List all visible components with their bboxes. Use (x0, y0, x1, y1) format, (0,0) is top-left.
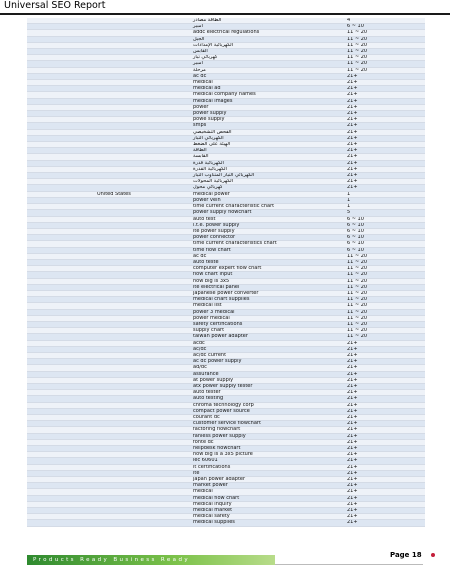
keyword-cell: كهربائي تيار (192, 55, 346, 61)
rank-cell: 21+ (346, 377, 425, 383)
keyword-cell: i.t.e. power supply (192, 222, 346, 228)
rank-cell: 21+ (346, 340, 425, 346)
keyword-cell: chroma technology corp (192, 402, 346, 408)
rank-cell: 21+ (346, 427, 425, 433)
keyword-cell: market power (192, 483, 346, 489)
rank-cell: 21+ (346, 111, 425, 117)
keyword-cell: auto tester (192, 390, 346, 396)
rank-cell: 21+ (346, 86, 425, 92)
keyword-cell: time flow chart (192, 247, 346, 253)
rank-cell: 21+ (346, 421, 425, 427)
rank-cell: 11 ~ 20 (346, 266, 425, 272)
rank-cell: 11 ~ 20 (346, 42, 425, 48)
rank-cell: 21+ (346, 501, 425, 507)
rank-cell: 21+ (346, 396, 425, 402)
keyword-cell: auto teste (192, 259, 346, 265)
rank-cell: 11 ~ 20 (346, 253, 425, 259)
rank-cell: 11 ~ 20 (346, 290, 425, 296)
keyword-cell: power supply flowchart (192, 210, 346, 216)
rank-cell: 6 ~ 10 (346, 247, 425, 253)
keyword-cell: medical list (192, 303, 346, 309)
keyword-cell: medical safety (192, 514, 346, 520)
keyword-cell: japan power adapter (192, 477, 346, 483)
keyword-cell: how big is a 3x5 picture (192, 452, 346, 458)
keyword-cell: الطاقة (192, 148, 346, 154)
keyword-cell: how big is 3x5 (192, 278, 346, 284)
rank-cell: 21+ (346, 123, 425, 129)
keyword-cell: assurance (192, 371, 346, 377)
rank-cell: 21+ (346, 402, 425, 408)
rank-cell: 21+ (346, 439, 425, 445)
rank-cell: 21+ (346, 154, 425, 160)
rank-cell: 21+ (346, 98, 425, 104)
rank-cell: 21+ (346, 142, 425, 148)
keyword-cell: ac dc (192, 73, 346, 79)
header-rule (0, 13, 450, 15)
keyword-cell: supply chart (192, 328, 346, 334)
rank-cell: 6 ~ 10 (346, 222, 425, 228)
rank-cell: 21+ (346, 514, 425, 520)
rank-cell: 21+ (346, 352, 425, 358)
keyword-cell: أمبير (192, 61, 346, 67)
keyword-cell: power connector (192, 235, 346, 241)
rank-cell: 6 ~ 10 (346, 228, 425, 234)
rank-cell: 11 ~ 20 (346, 36, 425, 42)
keyword-cell: الفحص التشخيصي (192, 129, 346, 135)
country-cell (27, 520, 192, 526)
rank-cell: 1 (346, 191, 425, 197)
keyword-cell: helpdesk flowchart (192, 446, 346, 452)
keyword-cell: taiwan power adapter (192, 334, 346, 340)
keyword-cell: ite power supply (192, 228, 346, 234)
keyword-cell: الكهربائية القدرة (192, 166, 346, 172)
rank-cell: 11 ~ 20 (346, 67, 425, 73)
keyword-cell: fonte dc (192, 439, 346, 445)
rank-cell: 21+ (346, 483, 425, 489)
keyword-ranking-table (27, 18, 423, 527)
keyword-cell: time current characteristics chart (192, 241, 346, 247)
keyword-cell: flow chart input (192, 272, 346, 278)
rank-cell: 11 ~ 20 (346, 297, 425, 303)
keyword-cell: ac dc (192, 253, 346, 259)
keyword-cell: medical (192, 489, 346, 495)
page-dot-icon (431, 553, 435, 557)
keyword-cell: iec 60601 (192, 458, 346, 464)
keyword-cell: الجيل (192, 36, 346, 42)
rank-cell: 21+ (346, 477, 425, 483)
rank-cell: 6 ~ 10 (346, 216, 425, 222)
rank-cell: 11 ~ 20 (346, 321, 425, 327)
keyword-cell: الكهربائية المحولات (192, 179, 346, 185)
keyword-cell: medical chart supplies (192, 297, 346, 303)
rank-cell: 21+ (346, 173, 425, 179)
rank-cell: 21+ (346, 470, 425, 476)
rank-cell: 21+ (346, 346, 425, 352)
rank-cell: 11 ~ 20 (346, 328, 425, 334)
rank-cell: 21+ (346, 458, 425, 464)
rank-cell: 1 (346, 197, 425, 203)
rank-cell: 21+ (346, 415, 425, 421)
rank-cell: 21+ (346, 179, 425, 185)
keyword-cell: addc electrical regulations (192, 30, 346, 36)
rank-cell: 21+ (346, 185, 425, 191)
keyword-cell: power (192, 104, 346, 110)
keyword-cell: auto test (192, 216, 346, 222)
report-header (0, 0, 450, 16)
keyword-cell: factoring flowchart (192, 427, 346, 433)
keyword-cell: power supply (192, 111, 346, 117)
keyword-cell: medical (192, 80, 346, 86)
keyword-cell: medical inquiry (192, 501, 346, 507)
rank-cell: 6 ~ 10 (346, 241, 425, 247)
rank-cell: 21+ (346, 371, 425, 377)
keyword-cell: power 3 medical (192, 309, 346, 315)
rank-cell: 21+ (346, 520, 425, 526)
rank-cell: 21+ (346, 464, 425, 470)
keyword-cell: medical company names (192, 92, 346, 98)
country-cell: United States (27, 191, 192, 197)
keyword-cell: مرحلة (192, 67, 346, 73)
rank-cell: 21+ (346, 73, 425, 79)
keyword-cell: computer expert flow chart (192, 266, 346, 272)
page-number: Page 18 (390, 551, 422, 559)
rank-cell: 21+ (346, 129, 425, 135)
keyword-cell: ac dc power supply (192, 359, 346, 365)
keyword-cell: ad/dc (192, 365, 346, 371)
rank-cell: 6 ~ 10 (346, 235, 425, 241)
keyword-cell: fanless power supply (192, 433, 346, 439)
rank-cell: 21+ (346, 495, 425, 501)
table-row (27, 520, 425, 526)
rank-cell: 11 ~ 20 (346, 334, 425, 340)
rank-cell: 11 ~ 20 (346, 303, 425, 309)
keyword-cell: compact power source (192, 408, 346, 414)
rank-cell: 11 ~ 20 (346, 278, 425, 284)
rank-cell: 21+ (346, 446, 425, 452)
keyword-cell: powe supply (192, 117, 346, 123)
report-title: Universal SEO Report (4, 0, 106, 11)
rank-cell: 21+ (346, 92, 425, 98)
keyword-cell: ite electrical panel (192, 284, 346, 290)
rank-cell: 11 ~ 20 (346, 315, 425, 321)
rank-cell: 21+ (346, 160, 425, 166)
rank-cell: 6 ~ 10 (346, 24, 425, 30)
keyword-cell: الهيئة على الضغط (192, 142, 346, 148)
keyword-cell: ite (192, 470, 346, 476)
rank-cell: 21+ (346, 148, 425, 154)
rank-cell: 21+ (346, 104, 425, 110)
keyword-cell: japanese power converter (192, 290, 346, 296)
rank-cell: 21+ (346, 135, 425, 141)
rank-cell: 21+ (346, 508, 425, 514)
rank-cell: 1 (346, 204, 425, 210)
keyword-cell: power medical (192, 315, 346, 321)
keyword-cell: الطاقة مصادر (192, 18, 346, 24)
keyword-cell: at power supply (192, 377, 346, 383)
keyword-cell: auto testing (192, 396, 346, 402)
rank-cell: 11 ~ 20 (346, 272, 425, 278)
rank-cell: 21+ (346, 365, 425, 371)
keyword-cell: it certifications (192, 464, 346, 470)
keyword-cell: الكهربائي التيار (192, 135, 346, 141)
footer-rule (275, 564, 423, 565)
keyword-cell: medical ad (192, 86, 346, 92)
keyword-cell: safety certifications (192, 321, 346, 327)
rank-cell: 21+ (346, 117, 425, 123)
keyword-cell: medical supplies (192, 520, 346, 526)
rank-cell: 11 ~ 20 (346, 284, 425, 290)
keyword-cell: power vein (192, 197, 346, 203)
rank-cell: 21+ (346, 166, 425, 172)
rank-cell: 11 ~ 20 (346, 61, 425, 67)
rank-cell: 5 (346, 210, 425, 216)
rank-cell: 11 ~ 20 (346, 30, 425, 36)
keyword-cell: ac/dc current (192, 352, 346, 358)
rank-cell: 11 ~ 20 (346, 259, 425, 265)
keyword-cell: القابسة (192, 154, 346, 160)
keyword-cell: الكهربائية الإمدادات (192, 42, 346, 48)
rank-cell: 21+ (346, 408, 425, 414)
keyword-cell: الكهربائية قدرة (192, 160, 346, 166)
rank-cell: 21+ (346, 452, 425, 458)
rank-cell: 21+ (346, 390, 425, 396)
rank-cell: 21+ (346, 359, 425, 365)
keyword-cell: medical power (192, 191, 346, 197)
rank-cell: 11 ~ 20 (346, 309, 425, 315)
keyword-cell: atx power supply tester (192, 383, 346, 389)
rank-cell: 11 ~ 20 (346, 49, 425, 55)
rank-cell: 21+ (346, 383, 425, 389)
keyword-cell: medical images (192, 98, 346, 104)
keyword-cell: كهربائي محول (192, 185, 346, 191)
rank-cell: 21+ (346, 489, 425, 495)
keyword-cell: ac/dc (192, 346, 346, 352)
keyword-cell: medical market (192, 508, 346, 514)
keyword-cell: courant dc (192, 415, 346, 421)
keyword-cell: acdc (192, 340, 346, 346)
keyword-cell: الكهربائي التيار المتناوب التيار (192, 173, 346, 179)
keyword-cell: smps (192, 123, 346, 129)
footer-tagline: Products Ready Business Ready (33, 557, 190, 563)
rank-cell: 21+ (346, 433, 425, 439)
keyword-cell: أمبير (192, 24, 346, 30)
rank-cell: 4 (346, 18, 425, 24)
keyword-cell: customer service flowchart (192, 421, 346, 427)
keyword-cell: القابس (192, 49, 346, 55)
rank-cell: 21+ (346, 80, 425, 86)
keyword-cell: medical flow chart (192, 495, 346, 501)
keyword-cell: time current characteristic chart (192, 204, 346, 210)
rank-cell: 11 ~ 20 (346, 55, 425, 61)
